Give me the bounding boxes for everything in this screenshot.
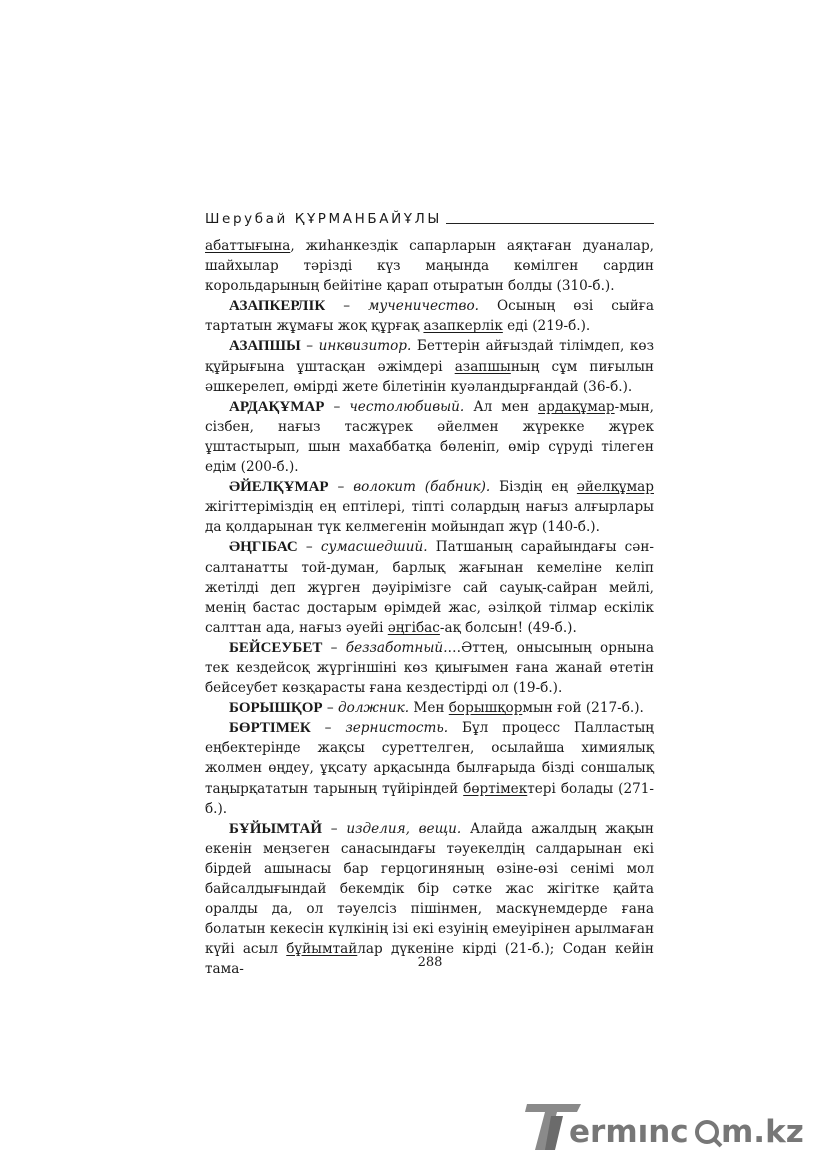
example-text: – (322, 700, 339, 717)
entry-term: БОРЫШҚОР (229, 700, 323, 717)
entry-paragraph (205, 236, 654, 296)
example-text: – (328, 479, 354, 496)
entry-paragraph (205, 397, 654, 477)
underlined-usage: азапшы (454, 358, 511, 375)
example-text: Осының өзі сыйға тартатын жұмағы жоқ құрғақ (205, 298, 654, 335)
underlined-usage: борышқор (448, 700, 523, 717)
page-number: 288 (417, 955, 443, 970)
entry-term: АЗАПШЫ (229, 338, 301, 355)
example-text: – (297, 539, 321, 556)
example-text: Патшаның сарайындағы сән-салтанатты той-думан, барлық жағынан кемеліне келіп жетілді деп жүрген дәуірімізге сай сауық-сайран мейлі, менің бастас достарым өрімдей жас, әзілқой тілмар ескілік салттан ада, нағыз әуейі (205, 539, 654, 636)
underlined-usage: ардақұмар (538, 398, 615, 415)
example-text: Алайда ажалдың жақын екенін меңзеген санасындағы тәуекелдің салдарынан екі бірдей ашынасы бар герцогиняның өзіне-өзі сенімі мол байсалдығындай бекемдік бір сәтке жас жігітке қайта оралды да, ол тәуелсіз пішінмен, маскүнемдерде ғана болатын кекесін күлкінің ізі екі езуінің емеуірінен арылмаған күйі асыл (205, 820, 655, 958)
russian-equivalent: волокит (бабник). (353, 479, 491, 496)
svg-text:m.kz: m.kz (721, 1114, 804, 1150)
entry-term: БЕЙСЕУБЕТ (229, 639, 323, 656)
underlined-usage: әйелқұмар (576, 479, 654, 496)
example-text: жігіттеріміздің ең ептілері, тіпті солардың нағыз алғырлары да қолдарынан түк келмегенін мойындап жүр (140-б.). (205, 499, 654, 536)
entry-paragraph (205, 718, 654, 818)
example-text: – (322, 820, 347, 837)
entry-paragraph (205, 296, 654, 336)
example-text: еді (219-б.). (502, 318, 591, 335)
example-text: Біздің ең (490, 479, 577, 496)
russian-equivalent: инквизитор. (318, 338, 412, 355)
entry-term: АРДАҚҰМАР (229, 398, 325, 415)
example-text: ның сұм пиғылын әшкерелеп, өмірді жете білетінін куәландырғандай (36-б.). (205, 358, 654, 395)
example-text: тері болады (271-б.). (205, 780, 654, 817)
example-text: …Әттең, онысының орнына тек кездейсоқ жүргіншіні көз қиығымен ғана жанай өтетін бейсеубет көзқарасты ғана кездестірді ол (19-б.). (205, 639, 654, 697)
example-text: Мен (409, 700, 449, 717)
russian-equivalent: беззаботный. (345, 639, 448, 656)
entry-term: ӘҢГІБАС (229, 539, 298, 556)
example-text: Ал мен (464, 398, 539, 415)
example-text: мын ғой (217-б.). (522, 700, 644, 717)
example-text: Беттерін айғыздай тілімдеп, көз құйрығына ұштасқан әжімдері (205, 338, 654, 375)
example-text: – (324, 398, 350, 415)
example-text: лар дүкеніне кірді (21-б.); Содан кейін тама- (205, 941, 654, 978)
underlined-usage: бұйымтай (286, 941, 358, 958)
russian-equivalent: мученичество. (368, 298, 479, 315)
russian-equivalent: честолюбивый. (349, 398, 465, 415)
entry-paragraph (205, 336, 654, 396)
underlined-usage: абаттығына (205, 238, 291, 254)
russian-equivalent: должник. (338, 700, 410, 717)
example-text: , жиһанкездік сапарларын аяқтаған дуаналар, шайхылар тәрізді күз маңында көмілген сардин корольдарының бейітіне қарап отыратын болды (310-б.). (205, 238, 654, 295)
entry-term: АЗАПКЕРЛІК (229, 298, 326, 315)
example-text: -мын, сізбен, нағыз тасжүрек әйелмен жүрекке жүрек ұштастырып, шын махаббатқа бөленіп, өмір сүруді тілеген едім (200-б.). (205, 398, 654, 476)
body-text (205, 236, 654, 979)
underlined-usage: әңгібас (387, 619, 440, 636)
entry-paragraph (205, 537, 654, 637)
russian-equivalent: изделия, вещи. (346, 820, 462, 837)
underlined-usage: азапкерлік (423, 318, 503, 335)
underlined-usage: бөртімек (463, 780, 528, 797)
example-text: – (300, 338, 319, 355)
example-text: – (322, 639, 346, 656)
entry-term: БҰЙЫМТАЙ (229, 820, 323, 837)
russian-equivalent: сумасшедший. (320, 539, 428, 556)
termincom-logo (525, 1092, 825, 1152)
example-text: Бұл процесс Палластың еңбектерінде жақсы суреттелген, осылайша химиялық жолмен өңдеу, ұқсату арқасында былғарыда бізді соншалық таңырқататын тарының түйіріндей (205, 720, 654, 797)
entry-term: БӨРТІМЕК (229, 720, 311, 737)
entry-paragraph (205, 698, 654, 718)
entry-term: ӘЙЕЛҚҰМАР (229, 479, 329, 496)
running-header (205, 211, 654, 227)
svg-text:ermınc: ermınc (569, 1114, 689, 1150)
example-text: – (325, 298, 369, 315)
example-text: -ақ болсын! (49-б.). (439, 619, 577, 636)
entry-paragraph (205, 638, 654, 698)
example-text: – (310, 720, 346, 737)
header-rule (446, 223, 654, 224)
entry-paragraph (205, 477, 654, 537)
author-name: Шерубай ҚҰРМАНБАЙҰЛЫ (205, 211, 442, 227)
russian-equivalent: зернистость. (345, 720, 449, 737)
